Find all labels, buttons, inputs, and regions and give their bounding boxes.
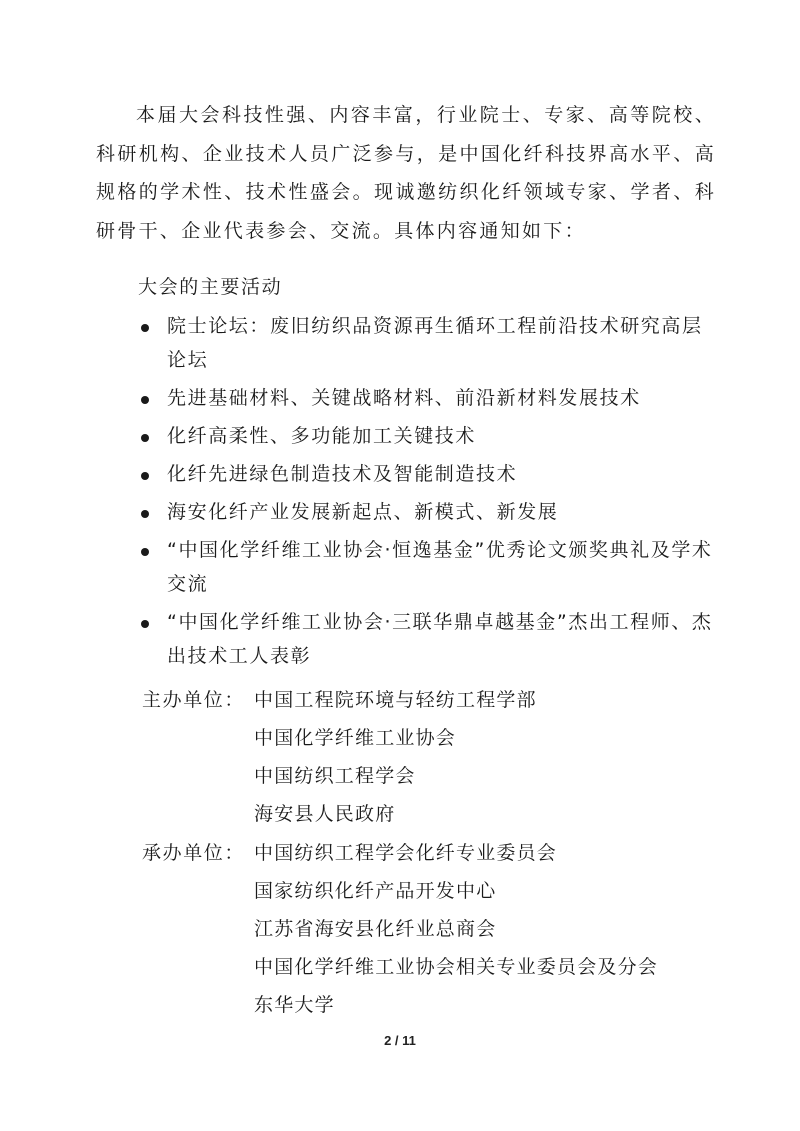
activity-list	[138, 309, 718, 677]
list-item	[138, 457, 718, 491]
co-organizer-unit: 中国化学纤维工业协会相关专业委员会及分会	[254, 956, 659, 978]
activity-text: 院士论坛：废旧纺织品资源再生循环工程前沿技术研究高层论坛	[167, 315, 703, 371]
organizers-list	[254, 681, 537, 833]
activity-text: “中国化学纤维工业协会·三联华鼎卓越基金”杰出工程师、杰出技术工人表彰	[167, 611, 713, 667]
organizer-unit: 中国化学纤维工业协会	[254, 727, 457, 749]
organizer-unit: 中国工程院环境与轻纺工程学部	[254, 689, 537, 711]
bullet-icon	[141, 324, 149, 332]
list-item	[138, 381, 718, 415]
bullet-icon	[141, 620, 149, 628]
bullet-icon	[141, 548, 149, 556]
co-organizer-unit: 国家纺织化纤产品开发中心	[254, 880, 497, 902]
intro-paragraph: 本届大会科技性强、内容丰富，行业院士、专家、高等院校、科研机构、企业技术人员广泛参与，是中国化纤科技界高水平、高规格的学术性、技术性盛会。现诚邀纺织化纤领域专家、学者、科研骨干、企业代表参会、交流。具体内容通知如下：	[96, 104, 716, 242]
activities-heading: 大会的主要活动	[138, 276, 283, 298]
activity-text: 先进基础材料、关键战略材料、前沿新材料发展技术	[167, 387, 641, 409]
co-organizer-unit: 东华大学	[254, 994, 335, 1016]
list-item	[138, 309, 718, 377]
list-item	[138, 533, 718, 601]
bullet-icon	[141, 434, 149, 442]
activity-text: 海安化纤产业发展新起点、新模式、新发展	[167, 501, 559, 523]
list-item	[138, 419, 718, 453]
co-organizer-unit: 中国纺织工程学会化纤专业委员会	[254, 842, 558, 864]
list-item	[138, 605, 718, 673]
co-organizer-unit: 江苏省海安县化纤业总商会	[254, 918, 497, 940]
co-organizers-label: 承办单位：	[142, 842, 246, 864]
bullet-icon	[141, 510, 149, 518]
page-number: 2 / 11	[384, 1033, 416, 1048]
organizer-unit: 中国纺织工程学会	[254, 765, 416, 787]
activity-text: 化纤高柔性、多功能加工关键技术	[167, 425, 477, 447]
bullet-icon	[141, 396, 149, 404]
activity-text: 化纤先进绿色制造技术及智能制造技术	[167, 463, 518, 485]
activity-text: “中国化学纤维工业协会·恒逸基金”优秀论文颁奖典礼及学术交流	[167, 539, 713, 595]
co-organizers-list	[254, 834, 658, 1024]
organizers-label: 主办单位：	[142, 689, 246, 711]
bullet-icon	[141, 472, 149, 480]
organizer-unit: 海安县人民政府	[254, 803, 396, 825]
list-item	[138, 495, 718, 529]
